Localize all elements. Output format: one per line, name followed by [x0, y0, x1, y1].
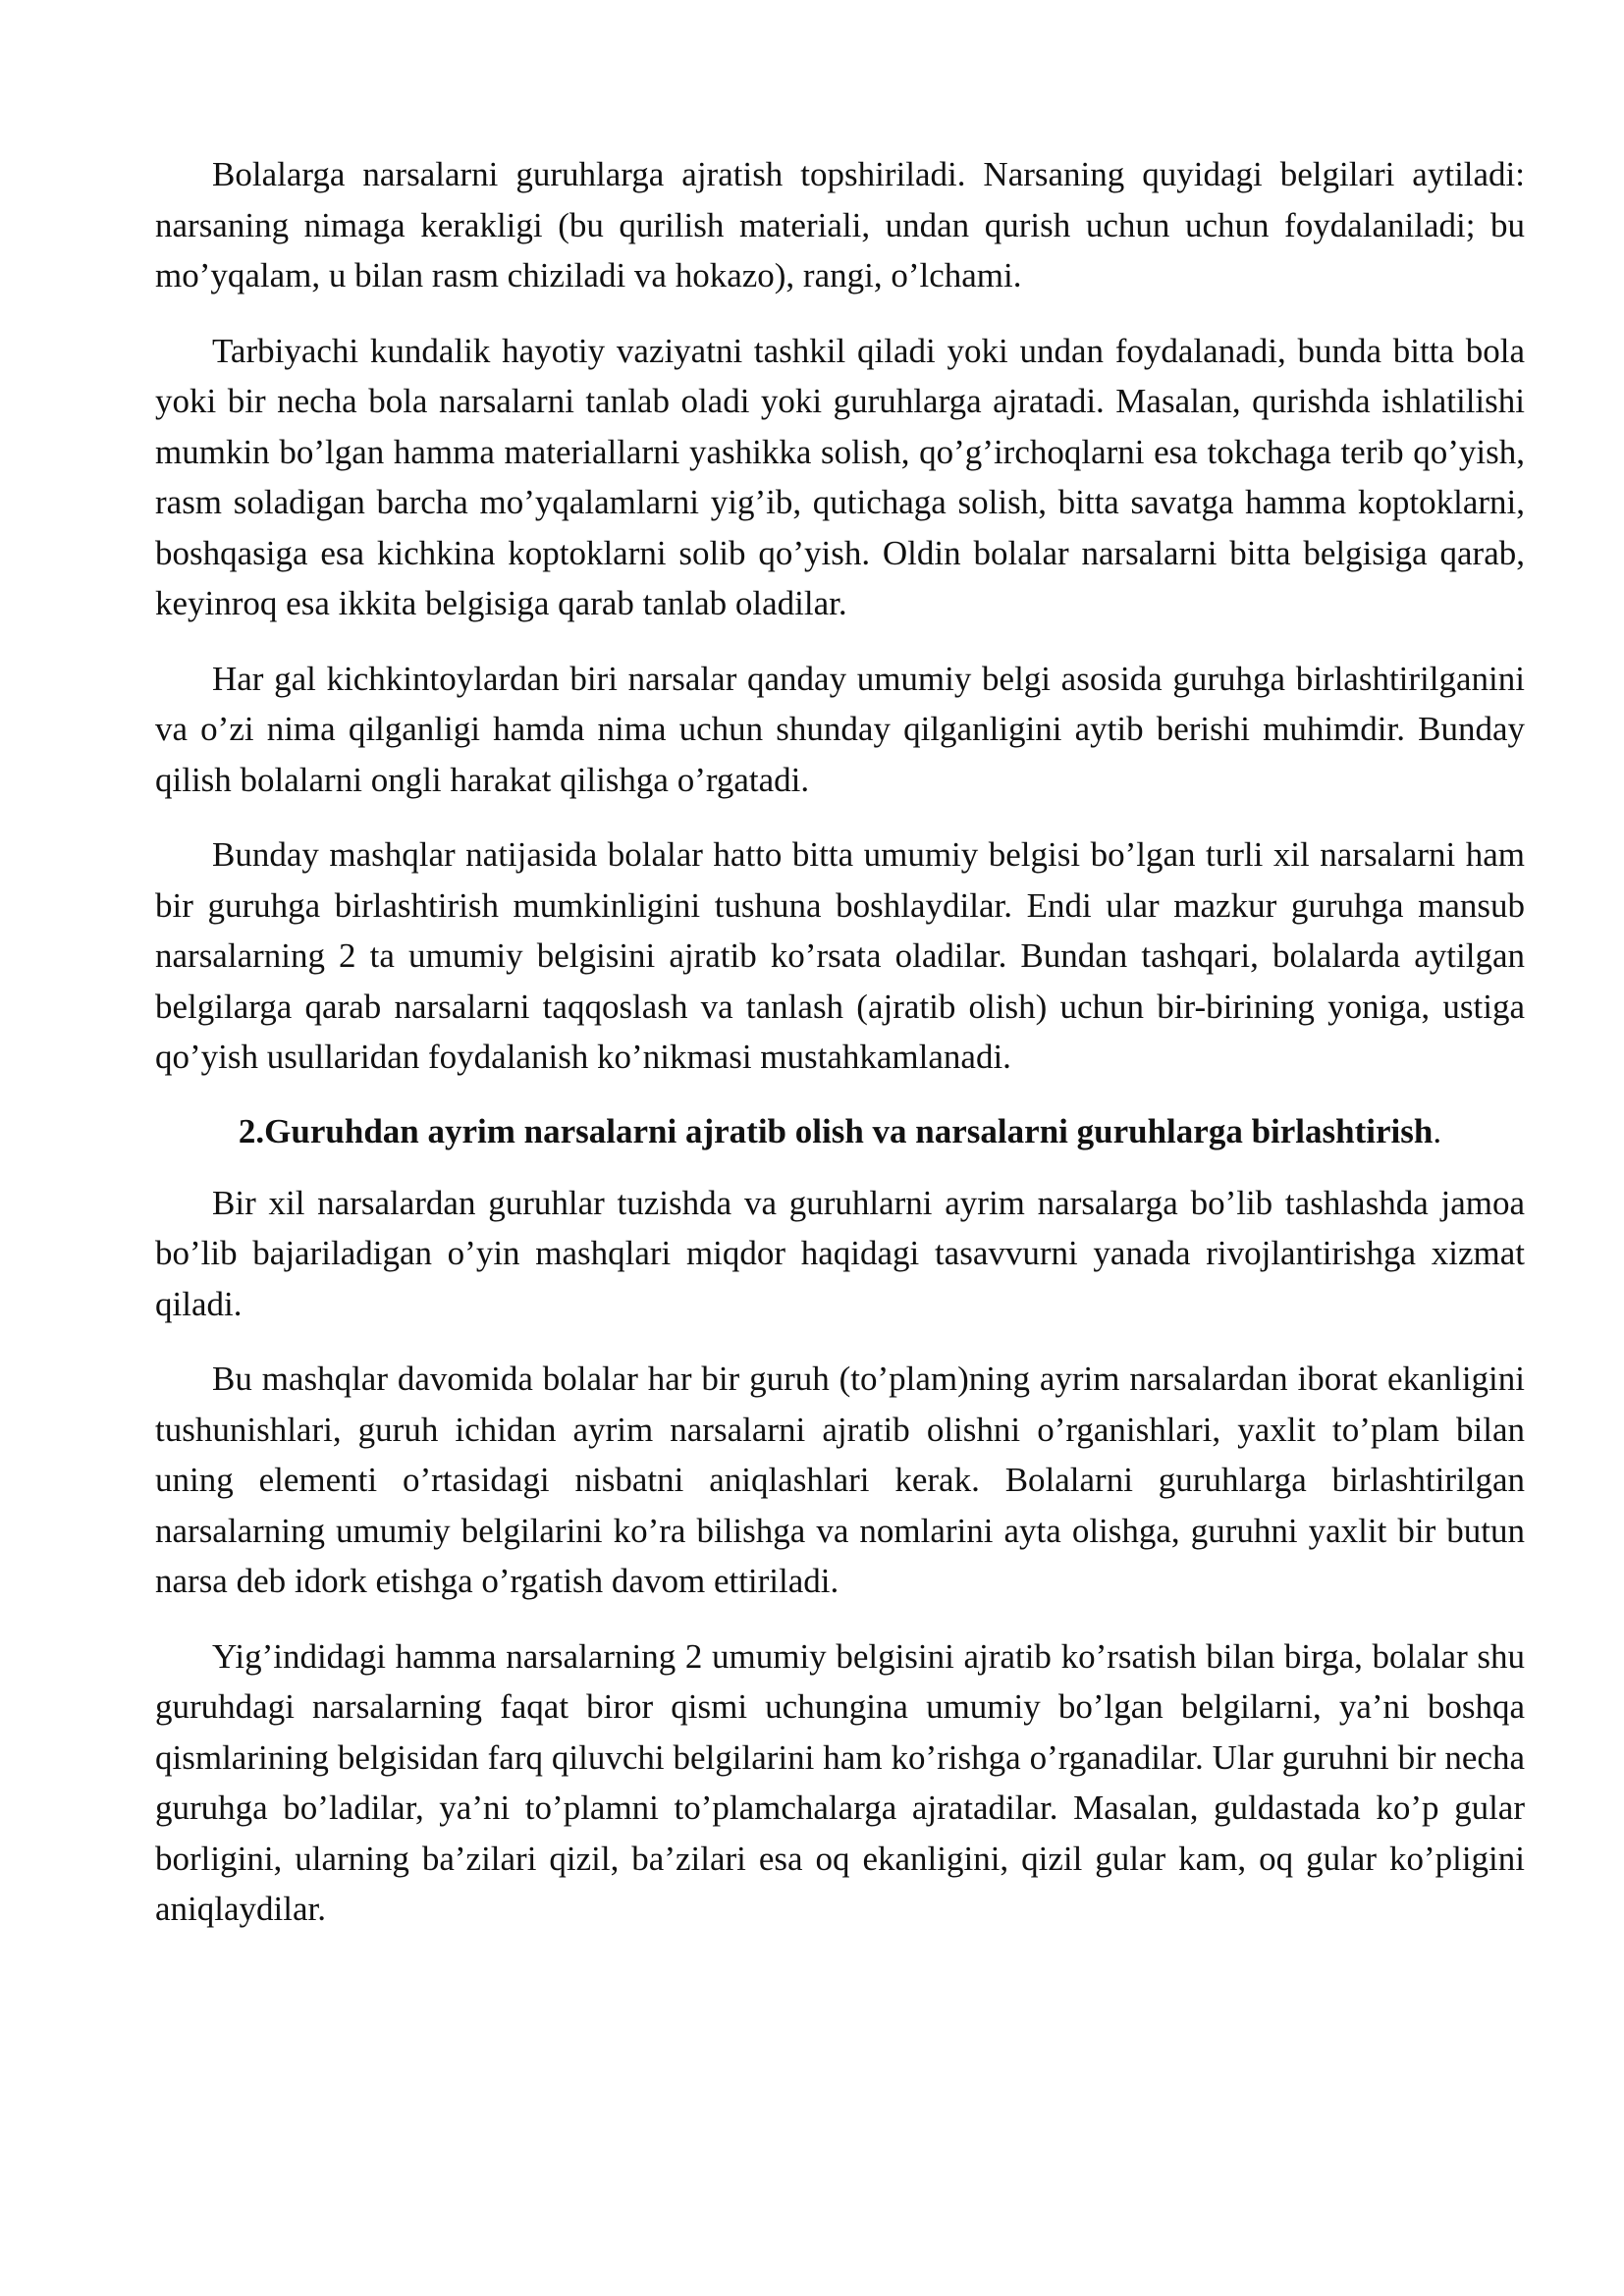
paragraph-exercise-results: Bunday mashqlar natijasida bolalar hatto bitta umumiy belgisi bo’lgan turli xil narsalarni ham bir guruhga birlashtirish mumkinligini tushuna boshlaydilar. Endi ular mazkur guruhga mansub narsalarning 2 ta umumiy belgisini ajratib ko’rsata oladilar. Bundan tashqari, bolalarda aytilgan belgilarga qarab narsalarni taqqoslash va tanlash (ajratib olish) uchun bir-birining yoniga, ustiga qo’yish usullaridan foydalanish ko’nikmasi mustahkamlanadi.	[155, 835, 1525, 1076]
paragraph-daily-situation: Tarbiyachi kundalik hayotiy vaziyatni tashkil qiladi yoki undan foydalanadi, bunda bitta bola yoki bir necha bola narsalarni tanlab oladi yoki guruhlarga ajratadi. Masalan, qurishda ishlatilishi mumkin bo’lgan hamma materiallarni yashikka solish, qo’g’irchoqlarni esa tokchaga terib qo’yish, rasm soladigan barcha mo’yqalamlarni yig’ib, qutichaga solish, bitta savatga hamma koptoklarni, boshqasiga esa kichkina koptoklarni solib qo’yish. Oldin bolalar narsalarni bitta belgisiga qarab, keyinroq esa ikkita belgisiga qarab tanlab oladilar.	[155, 331, 1525, 622]
section-heading-text: 2.Guruhdan ayrim narsalarni ajratib olish va narsalarni guruhlarga birlashtirish	[238, 1111, 1434, 1150]
paragraph-sorting-task: Bolalarga narsalarni guruhlarga ajratish topshiriladi. Narsaning quyidagi belgilari aytiladi: narsaning nimaga kerakligi (bu qurilish materiali, undan qurish uchun uchun foydalaniladi; bu mo’yqalam, u bilan rasm chiziladi va hokazo), rangi, o’lchami.	[155, 155, 1525, 294]
section-heading-period: .	[1433, 1111, 1442, 1150]
section-heading	[155, 1107, 1525, 1156]
paragraph-subsets: Yig’indidagi hamma narsalarning 2 umumiy belgisini ajratib ko’rsatish bilan birga, bolalar shu guruhdagi narsalarning faqat biror qismi uchungina umumiy bo’lgan belgilarni, ya’ni boshqa qismlarining belgisidan farq qiluvchi belgilarini ham ko’rishga o’rganadilar. Ular guruhni bir necha guruhga bo’ladilar, ya’ni to’plamni to’plamchalarga ajratadilar. Masalan, guldastada ko’p gular borligini, ularning ba’zilari qizil, ba’zilari esa oq ekanligini, qizil gular kam, oq gular ko’pligini aniqlaydilar.	[155, 1636, 1525, 1928]
paragraph-set-elements: Bu mashqlar davomida bolalar har bir guruh (to’plam)ning ayrim narsalardan iborat ekanligini tushunishlari, guruh ichidan ayrim narsalarni ajratib olishni o’rganishlari, yaxlit to’plam bilan uning elementi o’rtasidagi nisbatni aniqlashlari kerak. Bolalarni guruhlarga birlashtirilgan narsalarning umumiy belgilarini ko’ra bilishga va nomlarini ayta olishga, guruhni yaxlit bir butun narsa deb idork etishga o’rgatish davom ettiriladi.	[155, 1360, 1525, 1600]
paragraph-explaining-grouping: Har gal kichkintoylardan biri narsalar qanday umumiy belgi asosida guruhga birlashtirilganini va o’zi nima qilganligi hamda nima uchun shunday qilganligini aytib berishi muhimdir. Bunday qilish bolalarni ongli harakat qilishga o’rgatadi.	[155, 659, 1525, 799]
paragraph-group-games: Bir xil narsalardan guruhlar tuzishda va guruhlarni ayrim narsalarga bo’lib tashlashda jamoa bo’lib bajariladigan o’yin mashqlari miqdor haqidagi tasavvurni yanada rivojlantirishga xizmat qiladi.	[155, 1183, 1525, 1323]
document-page	[155, 149, 1525, 1959]
